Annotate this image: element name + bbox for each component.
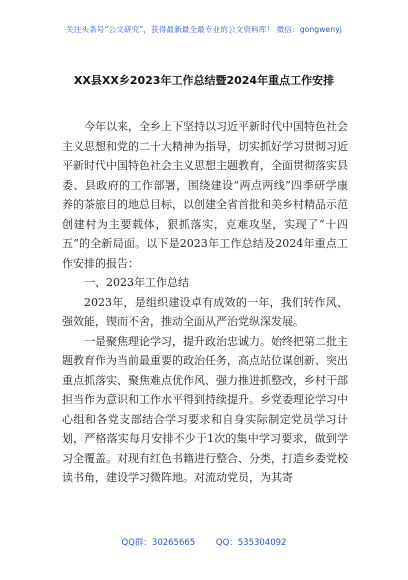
section-heading: 一、2023年工作总结: [84, 276, 189, 289]
footer-contact: [0, 536, 408, 548]
document-body: [62, 117, 348, 488]
body-paragraph: 一是聚焦理论学习，提升政治忠诚力。始终把第二批主题教育作为当前最重要的政治任务，高点站位谋创新、突出重点抓落实、聚焦难点优作风、强力推进抓整改，乡村干部担当作为意识和工作水平得到持续提升。乡党委理论学习中心组和各党支部结合学习要求和自身实际制定党员学习计划，严格落实每月安排不少于1次的集中学习要求，做到学习全覆盖。对现有红色书籍进行整合、分类，打造乡委党校读书角，建设学习微阵地。对流动党员，为其寄: [62, 334, 348, 484]
body-paragraph: 今年以来，全乡上下坚持以习近平新时代中国特色社会主义思想和党的二十大精神为指导，切实抓好学习贯彻习近平新时代中国特色社会主义思想主题教育，全面贯彻落实县委、县政府的工作部署，围绕建设“两点两线”四季研学康养的茶旅目的地总目标，以创建全省首批和美乡村精品示范创建村为主要载体，狠抓落实，克难攻坚，实现了“十四五”的全新局面。以下是2023年工作总结及2024年重点工作安排的报告：: [62, 120, 348, 270]
body-paragraph: 2023年，是组织建设卓有成效的一年，我们转作风、强效能，锲而不舍，推动全面从严治党纵深发展。: [62, 295, 348, 328]
document-title: XX县XX乡2023年工作总结暨2024年重点工作安排: [73, 74, 335, 87]
header-promo-text: 关注头条号“公文研究”，获得最新最全最专业的公文资料库！ 微信：gongwenyj: [66, 25, 342, 34]
footer-qq-number: QQ：535304092: [215, 538, 287, 548]
footer-qq-group: QQ群：30265665: [121, 538, 196, 548]
